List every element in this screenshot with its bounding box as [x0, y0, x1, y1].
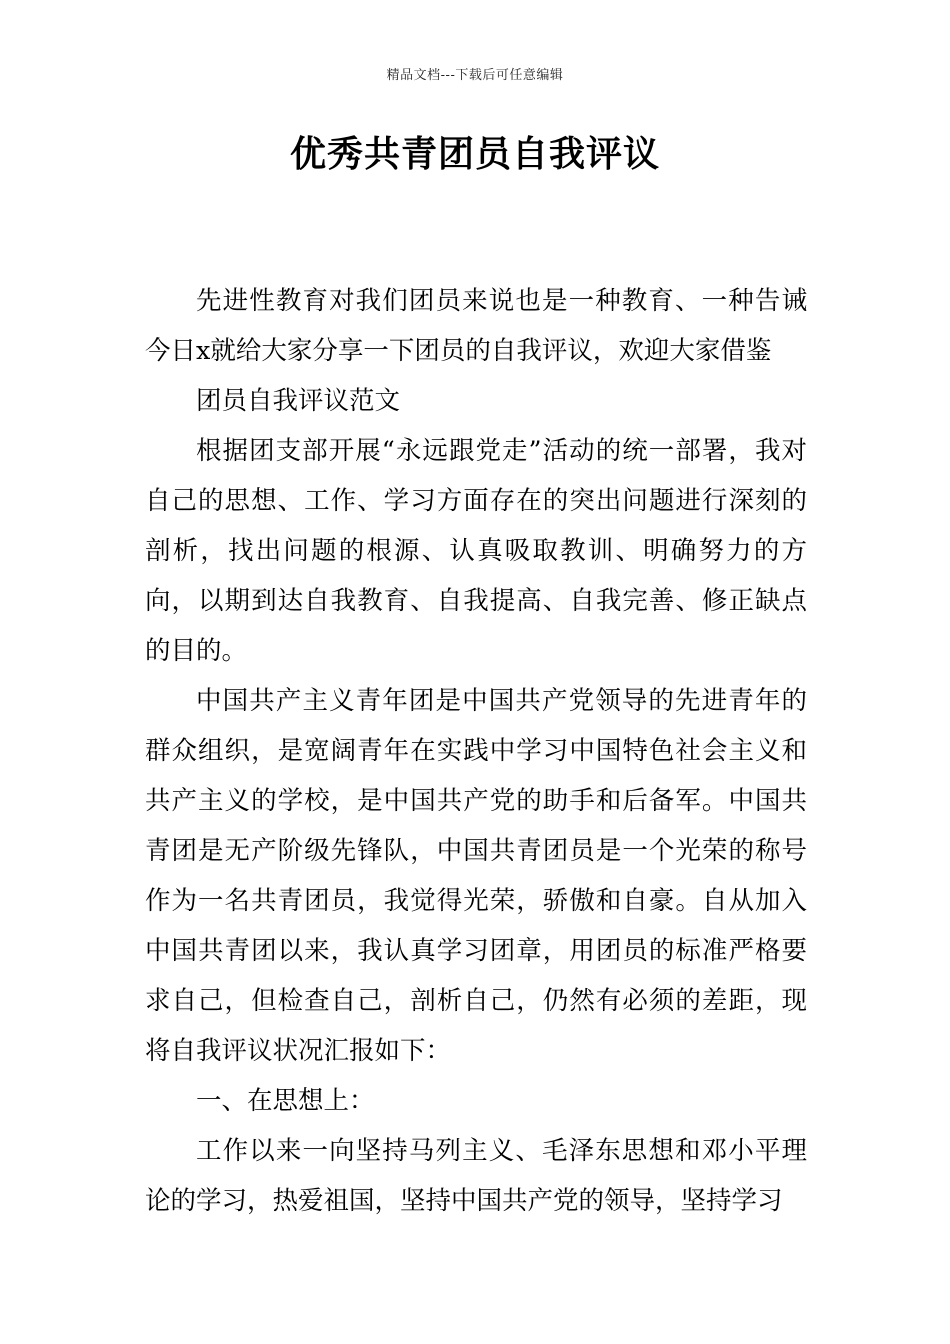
- section-heading: 一、在思想上：: [196, 1086, 375, 1116]
- document-title: 优秀共青团员自我评议: [289, 134, 660, 175]
- body-paragraph: 团员自我评议范文: [196, 386, 401, 416]
- body-paragraph: 工作以来一向坚持马列主义、毛泽东思想和邓小平理论的学习，热爱祖国，坚持中国共产党的领导，坚持学习: [145, 1136, 807, 1216]
- document-body: [145, 276, 807, 1226]
- body-paragraph: 先进性教育对我们团员来说也是一种教育、一种告诫今日x就给大家分享一下团员的自我评议，欢迎大家借鉴: [145, 286, 807, 366]
- body-paragraph: 根据团支部开展“永远跟党走”活动的统一部署，我对自己的思想、工作、学习方面存在的突出问题进行深刻的剖析，找出问题的根源、认真吸取教训、明确努力的方向，以期到达自我教育、自我提高、自我完善、修正缺点的目的。: [145, 436, 807, 666]
- header-note: 精品文档---下载后可任意编辑: [386, 68, 564, 83]
- body-paragraph: 中国共产主义青年团是中国共产党领导的先进青年的群众组织，是宽阔青年在实践中学习中国特色社会主义和共产主义的学校，是中国共产党的助手和后备军。中国共青团是无产阶级先锋队，中国共青团员是一个光荣的称号作为一名共青团员，我觉得光荣，骄傲和自豪。自从加入中国共青团以来，我认真学习团章，用团员的标准严格要求自己，但检查自己，剖析自己，仍然有必须的差距，现将自我评议状况汇报如下：: [145, 686, 807, 1066]
